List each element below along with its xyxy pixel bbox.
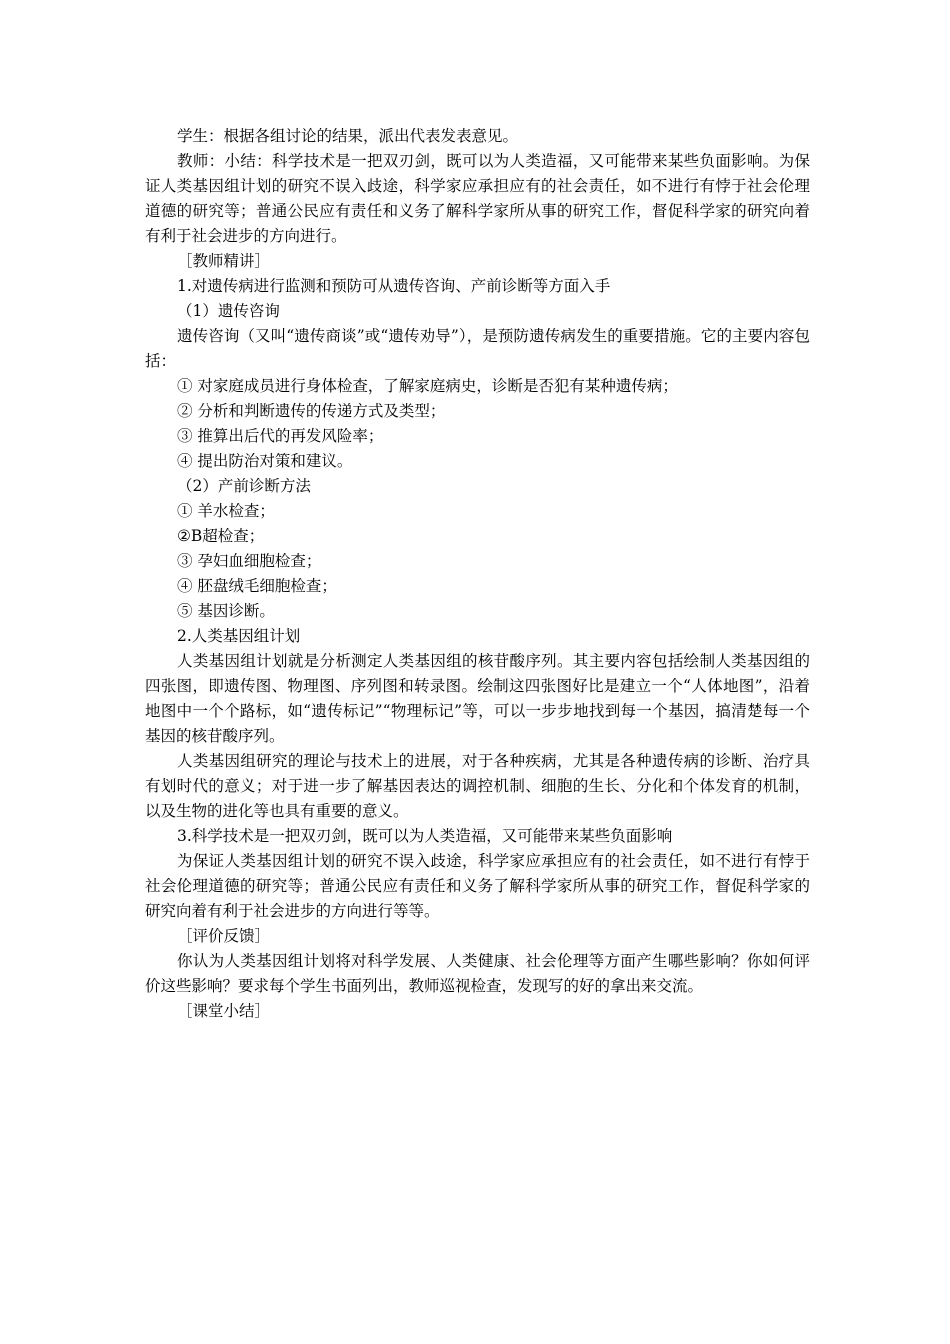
subheading-genetic-counseling: （1）遗传咨询 bbox=[177, 302, 280, 320]
heading-human-genome-project: 2.人类基因组计划 bbox=[177, 627, 301, 645]
list-item: ② 分析和判断遗传的传递方式及类型； bbox=[177, 402, 446, 420]
list-item: ②B超检查； bbox=[177, 527, 265, 545]
genetic-counseling-paragraph: 遗传咨询（又叫“遗传商谈”或“遗传劝导”），是预防遗传病发生的重要措施。它的主要内容包括： bbox=[145, 327, 810, 370]
student-paragraph: 学生：根据各组讨论的结果，派出代表发表意见。 bbox=[177, 127, 519, 145]
list-item: ④ 提出防治对策和建议。 bbox=[177, 452, 353, 470]
social-responsibility-paragraph: 为保证人类基因组计划的研究不误入歧途，科学家应承担应有的社会责任，如不进行有悖于社会伦理道德的研究等；普通公民应有责任和义务了解科学家所从事的研究工作，督促科学家的研究向着有利于社会进步的方向进行等等。 bbox=[145, 852, 810, 920]
section-heading-class-summary: ［课堂小结］ bbox=[177, 1002, 271, 1020]
list-item: ③ 孕妇血细胞检查； bbox=[177, 552, 322, 570]
list-item: ① 羊水检查； bbox=[177, 502, 275, 520]
list-item: ① 对家庭成员进行身体检查，了解家庭病史，诊断是否犯有某种遗传病； bbox=[177, 377, 678, 395]
evaluation-question-paragraph: 你认为人类基因组计划将对科学发展、人类健康、社会伦理等方面产生哪些影响？你如何评价这些影响？要求每个学生书面列出，教师巡视检查，发现写的好的拿出来交流。 bbox=[145, 952, 810, 995]
heading-genetic-disease-monitoring: 1.对遗传病进行监测和预防可从遗传咨询、产前诊断等方面入手 bbox=[177, 277, 611, 295]
list-item: ④ 胚盘绒毛细胞检查； bbox=[177, 577, 337, 595]
document-body bbox=[145, 124, 810, 1024]
section-heading-evaluation-feedback: ［评价反馈］ bbox=[177, 927, 271, 945]
genome-research-paragraph: 人类基因组研究的理论与技术上的进展，对于各种疾病，尤其是各种遗传病的诊断、治疗具有划时代的意义；对于进一步了解基因表达的调控机制、细胞的生长、分化和个体发育的机制，以及生物的进化等也具有重要的意义。 bbox=[145, 752, 810, 820]
section-heading-teacher-explanation: ［教师精讲］ bbox=[177, 252, 271, 270]
list-item: ⑤ 基因诊断。 bbox=[177, 602, 275, 620]
heading-double-edged-sword: 3.科学技术是一把双刃剑，既可以为人类造福，又可能带来某些负面影响 bbox=[177, 827, 673, 845]
list-item: ③ 推算出后代的再发风险率； bbox=[177, 427, 384, 445]
teacher-summary-paragraph: 教师：小结：科学技术是一把双刃剑，既可以为人类造福，又可能带来某些负面影响。为保证人类基因组计划的研究不误入歧途，科学家应承担应有的社会责任，如不进行有悖于社会伦理道德的研究等；普通公民应有责任和义务了解科学家所从事的研究工作，督促科学家的研究向着有利于社会进步的方向进行。 bbox=[145, 152, 810, 245]
human-genome-paragraph: 人类基因组计划就是分析测定人类基因组的核苷酸序列。其主要内容包括绘制人类基因组的四张图，即遗传图、物理图、序列图和转录图。绘制这四张图好比是建立一个“人体地图”，沿着地图中一个个路标，如“遗传标记”“物理标记”等，可以一步步地找到每一个基因，搞清楚每一个基因的核苷酸序列。 bbox=[145, 652, 810, 745]
subheading-prenatal-diagnosis: （2）产前诊断方法 bbox=[177, 477, 311, 495]
